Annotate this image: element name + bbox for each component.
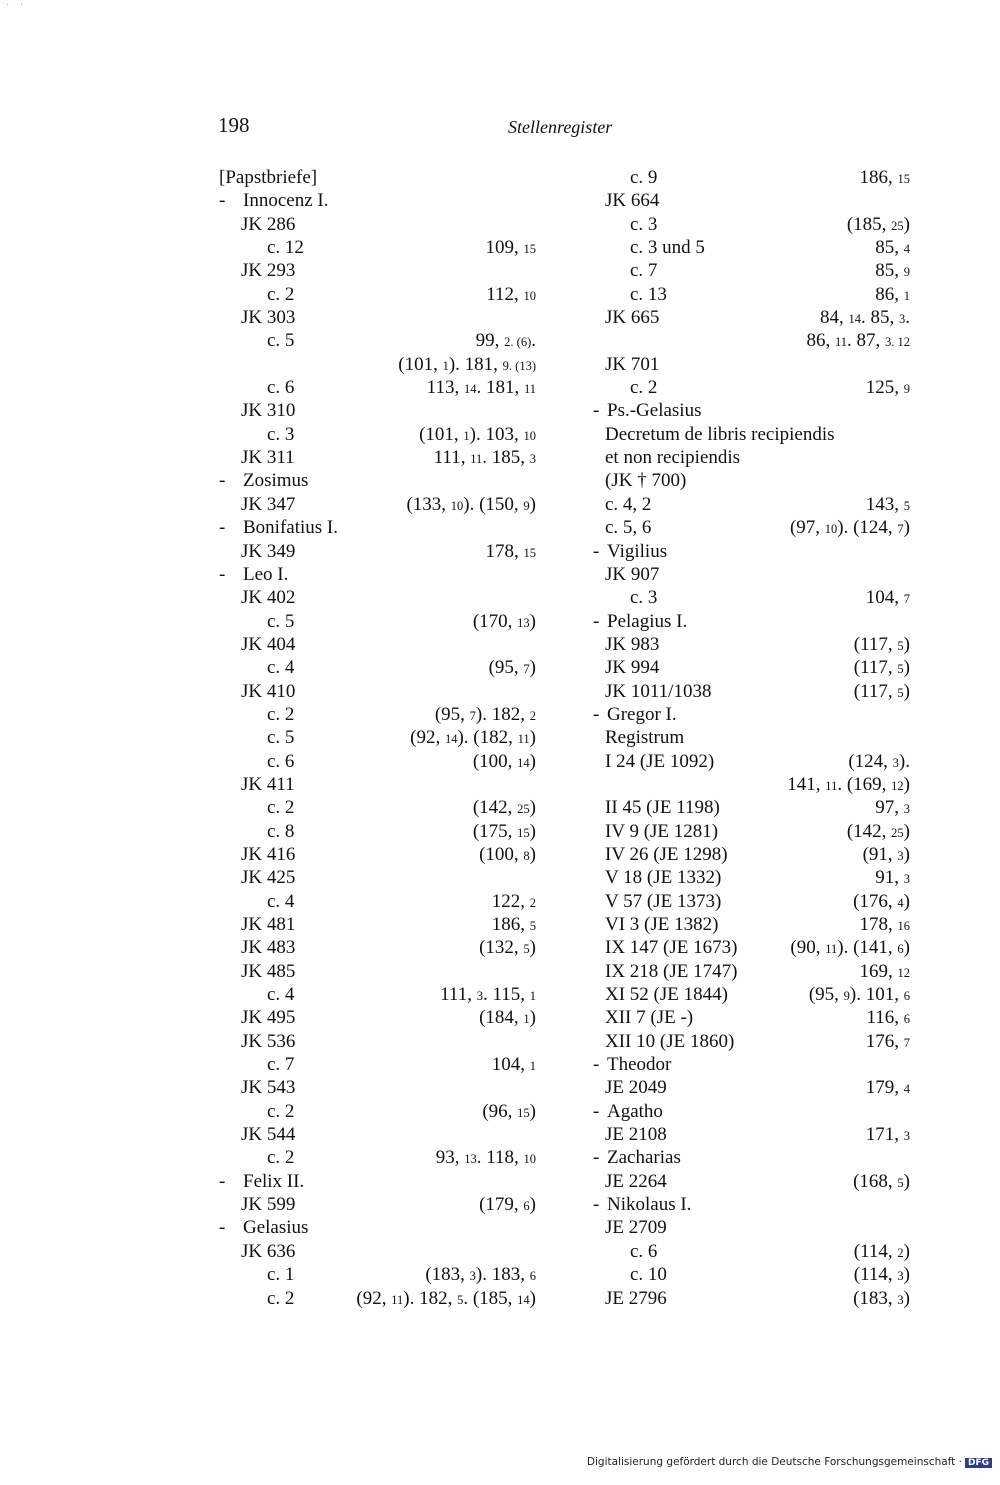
index-entry (593, 306, 910, 329)
index-entry (219, 1053, 536, 1076)
entry-label: JK 543 (241, 1077, 296, 1099)
index-entry (219, 469, 536, 492)
index-entry (593, 633, 910, 656)
index-entry (593, 656, 910, 679)
entry-dash: - (219, 563, 226, 585)
funding-footer (587, 1456, 992, 1468)
entry-label: JK 994 (605, 657, 660, 679)
entry-label: c. 2 (267, 1147, 295, 1169)
entry-label: Felix II. (243, 1170, 305, 1192)
entry-page-reference: 86, 11. 87, 3. 12 (806, 330, 910, 352)
dfg-logo: DFG (965, 1458, 992, 1468)
entry-page-reference: (168, 5) (853, 1170, 910, 1192)
index-entry (593, 423, 910, 446)
entry-page-reference: 178, 15 (485, 540, 536, 562)
entry-label: c. 3 (630, 587, 658, 609)
entry-label: JK 536 (241, 1030, 296, 1052)
entry-page-reference: 91, 3 (875, 867, 910, 889)
entry-label: JK 636 (241, 1240, 296, 1262)
index-entry (593, 446, 910, 469)
entry-page-reference: 85, 4 (875, 237, 910, 259)
index-entry (219, 1193, 536, 1216)
index-entry (593, 376, 910, 399)
entry-page-reference: (170, 13) (472, 610, 536, 632)
entry-label: c. 6 (267, 377, 295, 399)
entry-page-reference: (184, 1) (479, 1007, 536, 1029)
entry-label: c. 3 und 5 (630, 237, 705, 259)
index-entry (219, 540, 536, 563)
entry-label: c. 4 (267, 657, 295, 679)
entry-label: c. 2 (267, 703, 295, 725)
index-entry (219, 1240, 536, 1263)
index-entry (593, 1216, 910, 1239)
entry-dash: - (219, 190, 226, 212)
entry-label: JE 2264 (605, 1170, 667, 1192)
index-column-left (219, 166, 536, 1310)
index-entry (593, 936, 910, 959)
entry-label: V 18 (JE 1332) (605, 867, 722, 889)
entry-page-reference: 178, 16 (859, 914, 910, 935)
index-entry (593, 680, 910, 703)
entry-page-reference: 186, 5 (491, 914, 536, 935)
entry-page-reference: 84, 14. 85, 3. (820, 307, 910, 329)
index-entry (219, 1123, 536, 1146)
entry-page-reference: 111, 11. 185, 3 (433, 447, 536, 469)
index-entry (593, 189, 910, 212)
entry-label: c. 2 (267, 1287, 295, 1309)
index-entry (593, 820, 910, 843)
entry-page-reference: 85, 9 (875, 260, 910, 282)
entry-dash: - (593, 1054, 600, 1076)
entry-page-reference: 141, 11. (169, 12) (787, 773, 910, 795)
index-entry (219, 166, 536, 189)
entry-label: c. 3 (630, 213, 658, 235)
entry-page-reference: 122, 2 (491, 890, 536, 912)
entry-label: JK 481 (241, 914, 296, 935)
entry-page-reference: 179, 4 (865, 1077, 910, 1099)
index-entry (593, 1053, 910, 1076)
entry-label: c. 5 (267, 330, 295, 352)
index-entry (219, 493, 536, 516)
entry-label: c. 2 (267, 1100, 295, 1122)
index-entry (219, 189, 536, 212)
entry-page-reference: (133, 10). (150, 9) (406, 493, 536, 515)
entry-page-reference: (96, 15) (482, 1100, 536, 1122)
index-entry (593, 399, 910, 422)
entry-label: c. 5 (267, 727, 295, 749)
entry-page-reference: (185, 25) (846, 213, 910, 235)
entry-dash: - (219, 470, 226, 492)
entry-dash: - (593, 540, 600, 562)
index-entry (593, 796, 910, 819)
scan-corner-mark: · · (6, 0, 28, 11)
index-entry (219, 890, 536, 913)
index-entry (593, 586, 910, 609)
entry-dash: - (593, 1194, 600, 1216)
index-entry (593, 1123, 910, 1146)
index-entry (219, 446, 536, 469)
index-entry (219, 750, 536, 773)
entry-label: JE 2108 (605, 1124, 667, 1146)
index-entry (219, 399, 536, 422)
index-entry (593, 703, 910, 726)
index-entry (593, 1030, 910, 1053)
index-entry (593, 283, 910, 306)
index-entry (219, 586, 536, 609)
entry-page-reference: 99, 2. (6). (475, 330, 536, 352)
index-entry (219, 703, 536, 726)
entry-label: JK 410 (241, 680, 296, 702)
index-entry (219, 913, 536, 936)
entry-label: V 57 (JE 1373) (605, 890, 722, 912)
entry-label: I 24 (JE 1092) (605, 750, 715, 772)
entry-label: c. 6 (267, 750, 295, 772)
index-entry (219, 843, 536, 866)
entry-label: JK 907 (605, 563, 660, 585)
index-entry (593, 1146, 910, 1169)
entry-page-reference: (117, 5) (853, 680, 910, 702)
index-entry (593, 960, 910, 983)
entry-page-reference: (114, 3) (853, 1264, 910, 1286)
entry-page-reference: (117, 5) (853, 633, 910, 655)
entry-dash: - (593, 610, 600, 632)
index-entry (219, 796, 536, 819)
entry-page-reference: 186, 15 (859, 167, 910, 188)
entry-label: JK 416 (241, 843, 296, 865)
index-entry (593, 1076, 910, 1099)
entry-page-reference: (179, 6) (479, 1194, 536, 1216)
entry-label: VI 3 (JE 1382) (605, 914, 719, 935)
index-entry (593, 516, 910, 539)
entry-label: Decretum de libris recipiendis (605, 423, 835, 445)
entry-label: JK 303 (241, 307, 296, 329)
entry-page-reference: 171, 3 (865, 1124, 910, 1146)
entry-page-reference: 112, 10 (486, 283, 536, 305)
entry-label: JK 402 (241, 587, 296, 609)
entry-dash: - (219, 517, 226, 539)
entry-page-reference: (101, 1). 181, 9. (13) (398, 353, 536, 375)
index-entry (593, 493, 910, 516)
entry-label: JE 2709 (605, 1217, 667, 1239)
entry-label: Gregor I. (607, 703, 677, 725)
index-entry (219, 633, 536, 656)
entry-page-reference: 116, 6 (866, 1007, 910, 1029)
index-entry (219, 1263, 536, 1286)
index-entry (219, 726, 536, 749)
entry-label: Registrum (605, 727, 685, 749)
index-entry (219, 1287, 536, 1310)
index-entry (593, 1193, 910, 1216)
entry-dash: - (593, 1147, 600, 1169)
index-entry (593, 540, 910, 563)
entry-label: c. 7 (267, 1054, 295, 1076)
index-entry (219, 1030, 536, 1053)
entry-label: Leo I. (243, 563, 289, 585)
index-entry (593, 236, 910, 259)
entry-label: c. 3 (267, 423, 295, 445)
index-entry (219, 1100, 536, 1123)
entry-label: IX 147 (JE 1673) (605, 937, 738, 959)
index-entry (593, 1263, 910, 1286)
index-entry (219, 236, 536, 259)
index-column-right (593, 166, 910, 1310)
entry-dash: - (219, 1217, 226, 1239)
entry-dash: - (593, 1100, 600, 1122)
entry-label: JK 665 (605, 307, 660, 329)
entry-label: JK 347 (241, 493, 296, 515)
index-entry (593, 1240, 910, 1263)
entry-page-reference: (132, 5) (479, 937, 536, 959)
index-entry (219, 516, 536, 539)
entry-page-reference: 86, 1 (875, 283, 910, 305)
funding-text: Digitalisierung gefördert durch die Deutsche Forschungsgemeinschaft · (586, 1456, 962, 1468)
entry-label: JK 349 (241, 540, 296, 562)
entry-page-reference: 125, 9 (865, 377, 910, 399)
index-entry (219, 960, 536, 983)
entry-page-reference: 109, 15 (485, 237, 536, 259)
entry-label: II 45 (JE 1198) (605, 797, 720, 819)
entry-label: c. 4 (267, 984, 295, 1006)
entry-label: Nikolaus I. (607, 1194, 692, 1216)
entry-page-reference: 113, 14. 181, 11 (426, 377, 536, 399)
entry-label: c. 2 (630, 377, 658, 399)
index-entry (593, 329, 910, 352)
index-entry (593, 773, 910, 796)
index-entry (219, 610, 536, 633)
entry-label: JK 425 (241, 867, 296, 889)
entry-label: JK 983 (605, 633, 660, 655)
entry-label: Pelagius I. (607, 610, 688, 632)
index-entry (593, 843, 910, 866)
index-entry (219, 259, 536, 282)
index-entry (593, 1287, 910, 1310)
entry-label: XII 10 (JE 1860) (605, 1030, 735, 1052)
index-entry (593, 166, 910, 189)
index-entry (593, 1006, 910, 1029)
entry-label: c. 4, 2 (605, 493, 652, 515)
index-entry (593, 890, 910, 913)
page-number: 198 (218, 113, 250, 137)
entry-page-reference: (101, 1). 103, 10 (419, 423, 536, 445)
entry-page-reference: (100, 14) (472, 750, 536, 772)
entry-label: JK 411 (241, 773, 295, 795)
entry-label: JK 286 (241, 213, 296, 235)
entry-label: [Papstbriefe] (219, 167, 318, 188)
index-entry (219, 820, 536, 843)
entry-label: Theodor (607, 1054, 672, 1076)
index-entry (219, 1216, 536, 1239)
entry-page-reference: (183, 3). 183, 6 (425, 1264, 536, 1286)
entry-page-reference: (95, 9). 101, 6 (808, 984, 910, 1006)
entry-label: c. 13 (630, 283, 667, 305)
entry-page-reference: (175, 15) (472, 820, 536, 842)
running-title: Stellenregister (508, 117, 613, 137)
entry-label: JK 293 (241, 260, 296, 282)
entry-label: c. 6 (630, 1240, 658, 1262)
entry-page-reference: 176, 7 (865, 1030, 910, 1052)
entry-label: JK 1011/1038 (605, 680, 712, 702)
entry-label: JK 544 (241, 1124, 296, 1146)
index-entry (219, 329, 536, 352)
entry-label: c. 12 (267, 237, 304, 259)
index-entry (593, 866, 910, 889)
entry-label: c. 1 (267, 1264, 295, 1286)
entry-label: c. 9 (630, 167, 658, 188)
index-entry (219, 1076, 536, 1099)
entry-dash: - (219, 1170, 226, 1192)
entry-label: c. 7 (630, 260, 658, 282)
index-entry (219, 680, 536, 703)
index-entry (219, 283, 536, 306)
entry-dash: - (593, 400, 600, 422)
entry-page-reference: (95, 7) (488, 657, 536, 679)
index-entry (219, 423, 536, 446)
entry-label: IX 218 (JE 1747) (605, 960, 738, 982)
index-entry (593, 469, 910, 492)
entry-label: JK 404 (241, 633, 296, 655)
index-entry (219, 1170, 536, 1193)
entry-label: Zosimus (243, 470, 309, 492)
entry-label: c. 2 (267, 283, 295, 305)
entry-page-reference: (117, 5) (853, 657, 910, 679)
index-entry (593, 750, 910, 773)
entry-label: JK 664 (605, 190, 660, 212)
index-entry (593, 1170, 910, 1193)
entry-page-reference: (92, 14). (182, 11) (410, 727, 536, 749)
index-entry (593, 213, 910, 236)
index-entry (219, 656, 536, 679)
entry-label: JK 485 (241, 960, 296, 982)
entry-page-reference: (142, 25) (846, 820, 910, 842)
entry-page-reference: 97, 3 (875, 797, 910, 819)
index-entry (593, 563, 910, 586)
entry-label: et non recipiendis (605, 447, 741, 469)
entry-label: JK 310 (241, 400, 296, 422)
entry-page-reference: (124, 3). (848, 750, 910, 772)
entry-label: c. 2 (267, 797, 295, 819)
entry-label: XII 7 (JE -) (605, 1007, 694, 1029)
entry-label: c. 10 (630, 1264, 667, 1286)
entry-label: IV 26 (JE 1298) (605, 843, 728, 865)
entry-label: JK 701 (605, 353, 660, 375)
index-entry (593, 913, 910, 936)
entry-label: (JK † 700) (605, 470, 687, 492)
entry-page-reference: 143, 5 (865, 493, 910, 515)
entry-page-reference: (100, 8) (479, 843, 536, 865)
index-entry (593, 610, 910, 633)
entry-page-reference: 93, 13. 118, 10 (435, 1147, 536, 1169)
entry-label: Ps.-Gelasius (607, 400, 702, 422)
index-entry (593, 259, 910, 282)
index-entry (219, 983, 536, 1006)
entry-page-reference: 104, 7 (865, 587, 910, 609)
entry-label: Innocenz I. (243, 190, 329, 212)
index-entry (219, 936, 536, 959)
entry-page-reference: (91, 3) (862, 843, 910, 865)
index-entry (219, 376, 536, 399)
index-entry (219, 353, 536, 376)
entry-dash: - (593, 703, 600, 725)
index-entry (219, 306, 536, 329)
entry-page-reference: (142, 25) (472, 797, 536, 819)
entry-label: JK 311 (241, 447, 295, 469)
entry-label: Gelasius (243, 1217, 309, 1239)
index-entry (593, 353, 910, 376)
entry-label: IV 9 (JE 1281) (605, 820, 719, 842)
entry-page-reference: (92, 11). 182, 5. (185, 14) (356, 1287, 536, 1309)
index-entry (219, 1146, 536, 1169)
index-entry (593, 726, 910, 749)
entry-page-reference: (176, 4) (853, 890, 910, 912)
entry-page-reference: (183, 3) (853, 1287, 910, 1309)
entry-label: c. 4 (267, 890, 295, 912)
entry-label: JK 483 (241, 937, 296, 959)
entry-page-reference: (95, 7). 182, 2 (434, 703, 536, 725)
index-entry (219, 1006, 536, 1029)
entry-page-reference: 169, 12 (859, 960, 910, 982)
entry-label: JK 599 (241, 1194, 296, 1216)
index-entry (219, 866, 536, 889)
index-entry (219, 563, 536, 586)
entry-label: c. 8 (267, 820, 295, 842)
entry-label: c. 5, 6 (605, 517, 652, 539)
entry-label: JE 2049 (605, 1077, 667, 1099)
index-entry (593, 1100, 910, 1123)
entry-label: Bonifatius I. (243, 517, 338, 539)
index-entry (593, 983, 910, 1006)
entry-label: JK 495 (241, 1007, 296, 1029)
entry-label: XI 52 (JE 1844) (605, 984, 728, 1006)
entry-page-reference: (90, 11). (141, 6) (790, 937, 910, 959)
entry-label: Zacharias (607, 1147, 681, 1169)
entry-page-reference: 111, 3. 115, 1 (440, 984, 536, 1006)
entry-label: JE 2796 (605, 1287, 667, 1309)
index-entry (219, 773, 536, 796)
entry-page-reference: (114, 2) (853, 1240, 910, 1262)
entry-label: Agatho (607, 1100, 663, 1122)
entry-label: Vigilius (607, 540, 668, 562)
entry-page-reference: 104, 1 (491, 1054, 536, 1076)
index-entry (219, 213, 536, 236)
entry-label: c. 5 (267, 610, 295, 632)
entry-page-reference: (97, 10). (124, 7) (789, 517, 910, 539)
